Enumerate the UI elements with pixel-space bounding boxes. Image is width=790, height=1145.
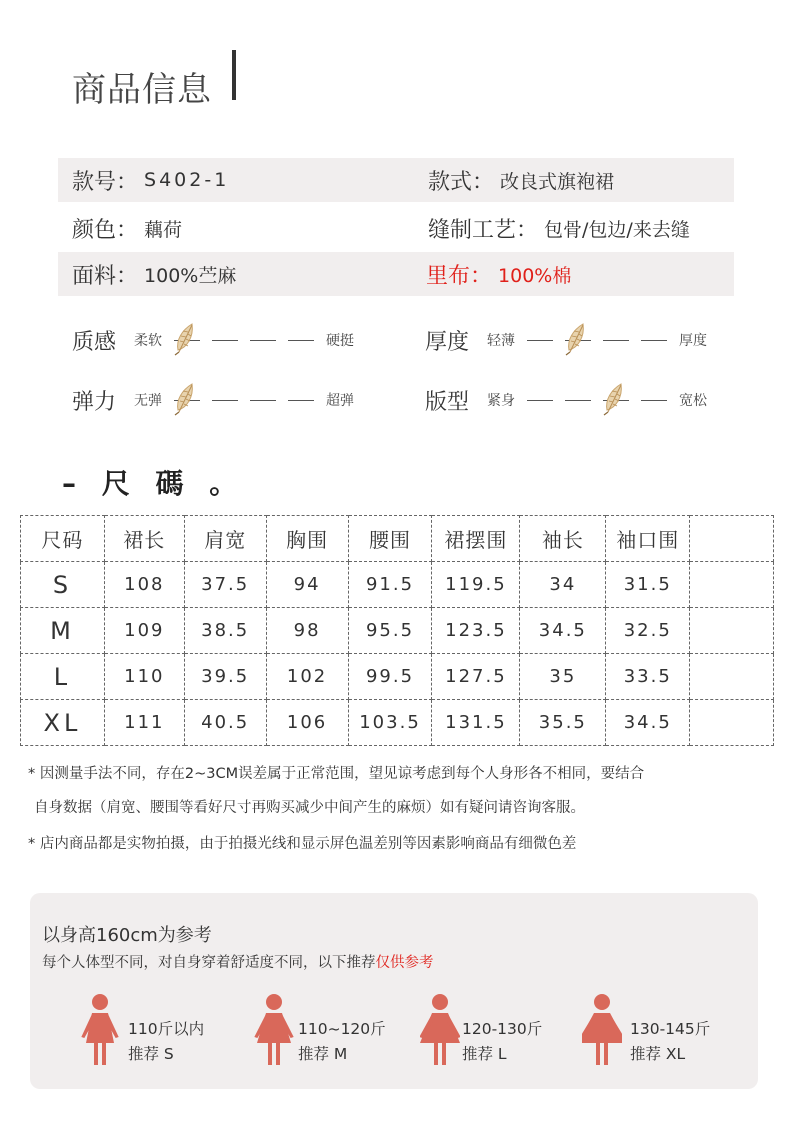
table-row [21, 608, 774, 654]
table-cell: 127.5 [432, 654, 520, 700]
table-cell: 106 [266, 700, 348, 746]
table-cell: 32.5 [606, 608, 690, 654]
scale-track [168, 400, 320, 401]
recommended-size: 推荐 L [462, 1045, 507, 1063]
scale-segment [641, 400, 667, 401]
reference-subtitle-main: 每个人体型不同，对自身穿着舒适度不同，以下推荐 [42, 955, 376, 971]
reference-subtitle [42, 951, 434, 972]
info-row-fabric [58, 252, 734, 296]
weight-range: 110斤以内 [128, 1020, 205, 1038]
scale-segment [212, 340, 238, 341]
size-label-cell: XL [21, 700, 105, 746]
scale-left-end: 无弹 [134, 393, 162, 409]
table-cell: 110 [104, 654, 184, 700]
table-row [21, 562, 774, 608]
female-figure-icon [582, 993, 622, 1067]
recommended-size: 推荐 M [298, 1045, 348, 1063]
table-cell: 94 [266, 562, 348, 608]
table-header-cell: 腰围 [348, 516, 432, 562]
scale-segment [527, 400, 553, 401]
scale-segment [641, 340, 667, 341]
scale-right-end: 硬挺 [326, 333, 354, 349]
recommended-size: 推荐 S [128, 1045, 174, 1063]
table-cell: 119.5 [432, 562, 520, 608]
table-cell: 34 [520, 562, 606, 608]
scale-row [72, 380, 354, 420]
craft-label: 缝制工艺： [428, 217, 539, 243]
craft-value: 包骨/包边/来去缝 [544, 218, 690, 241]
table-cell [690, 654, 774, 700]
weight-range: 130-145斤 [630, 1020, 711, 1038]
table-row [21, 654, 774, 700]
fabric [72, 252, 236, 296]
scale-segment [174, 400, 200, 401]
scale-track [521, 340, 673, 341]
scale-label: 版型 [425, 389, 470, 415]
style-number-value: S402-1 [144, 169, 230, 191]
size-section-heading: – 尺 碼 。 [62, 467, 246, 500]
scale-right-end: 超弹 [326, 393, 354, 409]
table-header-cell: 裙长 [104, 516, 184, 562]
info-row-style [58, 158, 734, 202]
color-label: 颜色： [72, 217, 139, 243]
size-table [20, 515, 774, 746]
scale-label: 质感 [72, 329, 117, 355]
reference-recommendation [462, 1017, 542, 1067]
table-cell: 34.5 [606, 700, 690, 746]
table-cell: 95.5 [348, 608, 432, 654]
scale-left-end: 轻薄 [487, 333, 515, 349]
table-cell: 102 [266, 654, 348, 700]
scale-segment [288, 400, 314, 401]
note-line-1: * 因测量手法不同，存在2~3CM误差属于正常范围，望见谅考虑到每个人身形各不相同，要结合 [28, 766, 645, 782]
reference-recommendation [298, 1017, 386, 1067]
lining [426, 252, 571, 296]
scale-segment [250, 400, 276, 401]
wheat-leaf-icon [563, 322, 591, 356]
table-header-cell: 袖长 [520, 516, 606, 562]
table-header-cell: 肩宽 [184, 516, 266, 562]
scale-segment [603, 400, 629, 401]
table-cell [690, 562, 774, 608]
note-line-3: * 店内商品都是实物拍摄，由于拍摄光线和显示屏色温差别等因素影响商品有细微色差 [28, 836, 577, 852]
table-cell: 35.5 [520, 700, 606, 746]
female-figure-icon [254, 993, 294, 1067]
wheat-leaf-icon [601, 382, 629, 416]
table-cell: 98 [266, 608, 348, 654]
scale-track [521, 400, 673, 401]
table-row [21, 700, 774, 746]
color-value: 藕荷 [144, 218, 183, 241]
scale-right-end: 宽松 [679, 393, 707, 409]
scale-segment [565, 340, 591, 341]
reference-recommendation [630, 1017, 710, 1067]
scale-row [72, 320, 354, 360]
table-cell: 91.5 [348, 562, 432, 608]
table-cell: 111 [104, 700, 184, 746]
scale-left-end: 紧身 [487, 393, 515, 409]
scale-segment [212, 400, 238, 401]
table-cell: 40.5 [184, 700, 266, 746]
scale-left-end: 柔软 [134, 333, 162, 349]
title-accent-bar [232, 50, 236, 100]
wheat-leaf-icon [172, 322, 200, 356]
scale-segment [527, 340, 553, 341]
craft [428, 206, 690, 250]
table-cell: 123.5 [432, 608, 520, 654]
table-header-cell [690, 516, 774, 562]
table-cell: 38.5 [184, 608, 266, 654]
note-line-2: 自身数据（肩宽、腰围等看好尺寸再购买减少中间产生的麻烦）如有疑问请咨询客服。 [34, 800, 585, 816]
scale-segment [565, 400, 591, 401]
size-table-header-row [21, 516, 774, 562]
color [72, 206, 182, 250]
size-label-cell: M [21, 608, 105, 654]
table-cell: 99.5 [348, 654, 432, 700]
style-type [428, 158, 614, 202]
scale-row [425, 380, 707, 420]
reference-subtitle-highlight: 仅供参考 [375, 955, 434, 971]
table-cell: 39.5 [184, 654, 266, 700]
page-title: 商品信息 [72, 70, 212, 110]
scale-right-end: 厚度 [679, 333, 707, 349]
table-cell [690, 608, 774, 654]
style-number [72, 158, 229, 202]
table-cell: 103.5 [348, 700, 432, 746]
table-header-cell: 胸围 [266, 516, 348, 562]
table-header-cell: 尺码 [21, 516, 105, 562]
size-label-cell: L [21, 654, 105, 700]
style-type-label: 款式： [428, 169, 495, 195]
size-label-cell: S [21, 562, 105, 608]
scale-track [168, 340, 320, 341]
style-type-value: 改良式旗袍裙 [500, 170, 615, 193]
table-cell: 31.5 [606, 562, 690, 608]
scale-label: 弹力 [72, 389, 117, 415]
scale-segment [603, 340, 629, 341]
scale-label: 厚度 [425, 329, 470, 355]
scale-row [425, 320, 707, 360]
table-cell: 33.5 [606, 654, 690, 700]
scale-segment [288, 340, 314, 341]
table-header-cell: 裙摆围 [432, 516, 520, 562]
fabric-value: 100%苎麻 [144, 264, 237, 287]
table-cell: 34.5 [520, 608, 606, 654]
table-cell: 37.5 [184, 562, 266, 608]
wheat-leaf-icon [172, 382, 200, 416]
female-figure-icon [420, 993, 460, 1067]
height-reference-panel [30, 893, 758, 1089]
table-header-cell: 袖口围 [606, 516, 690, 562]
fabric-label: 面料： [72, 263, 139, 289]
scale-segment [250, 340, 276, 341]
weight-range: 120-130斤 [462, 1020, 543, 1038]
lining-label: 里布： [426, 263, 493, 289]
female-figure-icon [80, 993, 120, 1067]
reference-title: 以身高160cm为参考 [42, 925, 212, 946]
table-cell: 131.5 [432, 700, 520, 746]
table-cell: 35 [520, 654, 606, 700]
style-number-label: 款号： [72, 169, 139, 195]
table-cell: 108 [104, 562, 184, 608]
reference-recommendation [128, 1017, 204, 1067]
scale-segment [174, 340, 200, 341]
table-cell: 109 [104, 608, 184, 654]
table-cell [690, 700, 774, 746]
weight-range: 110~120斤 [298, 1020, 386, 1038]
info-row-color [58, 206, 734, 250]
recommended-size: 推荐 XL [630, 1045, 686, 1063]
lining-value: 100%棉 [498, 264, 572, 287]
